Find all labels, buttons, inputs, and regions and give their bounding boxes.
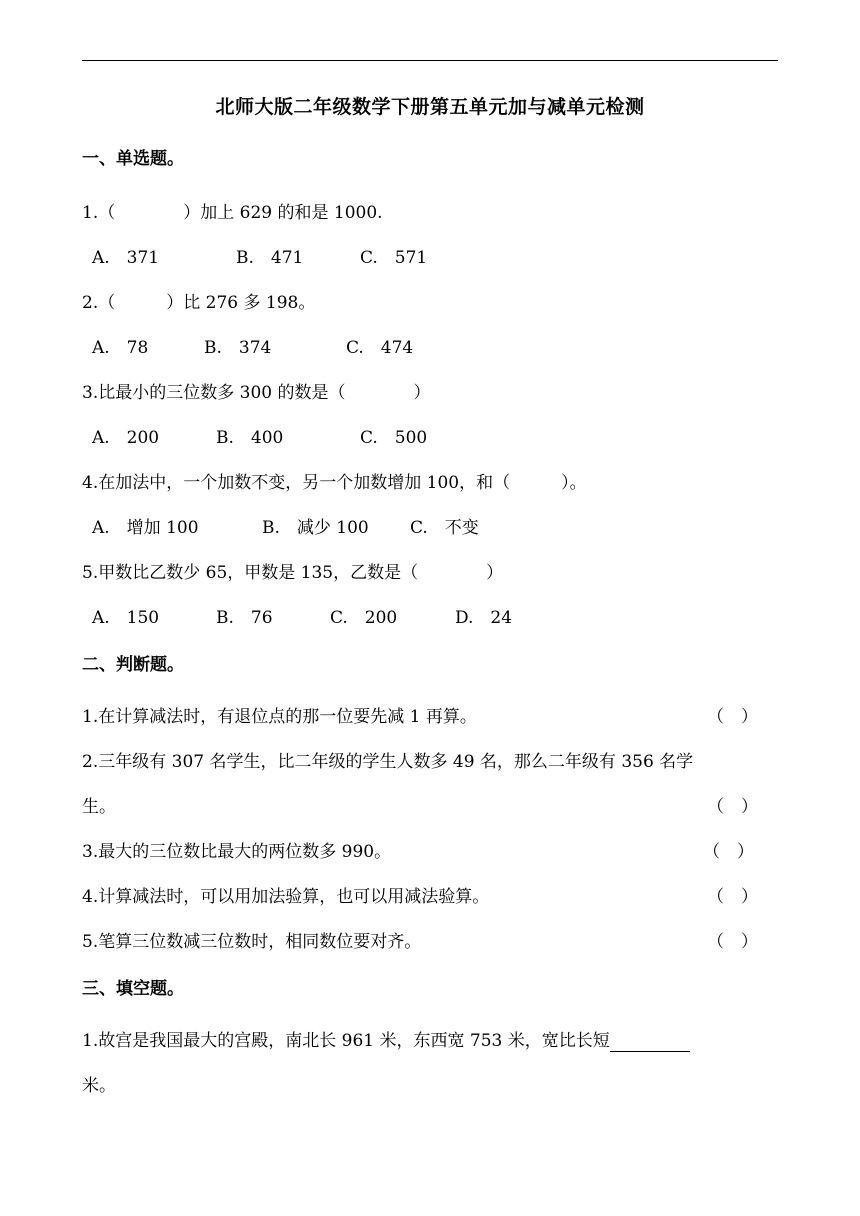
tf-item-2-cont: 生。 [82,797,116,817]
tf-answer-5[interactable]: （ ） [707,932,758,952]
q1-option-a[interactable]: A. 371 [92,248,160,268]
q5-option-a[interactable]: A. 150 [92,608,160,628]
tf-answer-3[interactable]: （ ） [703,842,754,862]
q4-option-c[interactable]: C. 不变 [410,518,479,538]
fill-question-1 [82,1030,690,1052]
tf-answer-2[interactable]: （ ） [707,797,758,817]
q4-option-b[interactable]: B. 减少 100 [262,518,369,538]
section-heading-fill-blank: 三、填空题。 [82,979,184,999]
fill-blank-1[interactable] [610,1033,690,1052]
tf-item-2: 2.三年级有 307 名学生，比二年级的学生人数多 49 名，那么二年级有 356 名学 [82,752,694,772]
question-2: 2.（ ）比 276 多 198。 [82,293,316,313]
page-title: 北师大版二年级数学下册第五单元加与减单元检测 [215,96,645,118]
q4-option-a[interactable]: A. 增加 100 [92,518,199,538]
q2-option-a[interactable]: A. 78 [92,338,149,358]
tf-answer-4[interactable]: （ ） [707,887,758,907]
section-heading-true-false: 二、判断题。 [82,655,184,675]
q2-option-b[interactable]: B. 374 [204,338,272,358]
tf-answer-1[interactable]: （ ） [707,707,758,727]
tf-item-3: 3.最大的三位数比最大的两位数多 990。 [82,842,392,862]
q1-option-b[interactable]: B. 471 [236,248,304,268]
q3-option-a[interactable]: A. 200 [92,428,160,448]
question-1: 1.（ ）加上 629 的和是 1000. [82,203,383,223]
question-4: 4.在加法中，一个加数不变，另一个加数增加 100，和（ ）。 [82,473,587,493]
header-rule [82,60,778,61]
section-heading-single-choice: 一、单选题。 [82,149,184,169]
tf-item-5: 5.笔算三位数减三位数时，相同数位要对齐。 [82,932,422,952]
fill-question-1-cont: 米。 [82,1076,116,1096]
q5-option-c[interactable]: C. 200 [330,608,398,628]
tf-item-1: 1.在计算减法时，有退位点的那一位要先减 1 再算。 [82,707,477,727]
fill-question-1-text: 1.故宫是我国最大的宫殿，南北长 961 米，东西宽 753 米，宽比长短 [82,1031,610,1051]
q5-option-b[interactable]: B. 76 [216,608,273,628]
question-3: 3.比最小的三位数多 300 的数是（ ） [82,383,431,403]
q2-option-c[interactable]: C. 474 [346,338,414,358]
q5-option-d[interactable]: D. 24 [455,608,513,628]
q3-option-b[interactable]: B. 400 [216,428,284,448]
question-5: 5.甲数比乙数少 65，甲数是 135，乙数是（ ） [82,563,504,583]
q1-option-c[interactable]: C. 571 [360,248,428,268]
tf-item-4: 4.计算减法时，可以用加法验算，也可以用减法验算。 [82,887,490,907]
q3-option-c[interactable]: C. 500 [360,428,428,448]
